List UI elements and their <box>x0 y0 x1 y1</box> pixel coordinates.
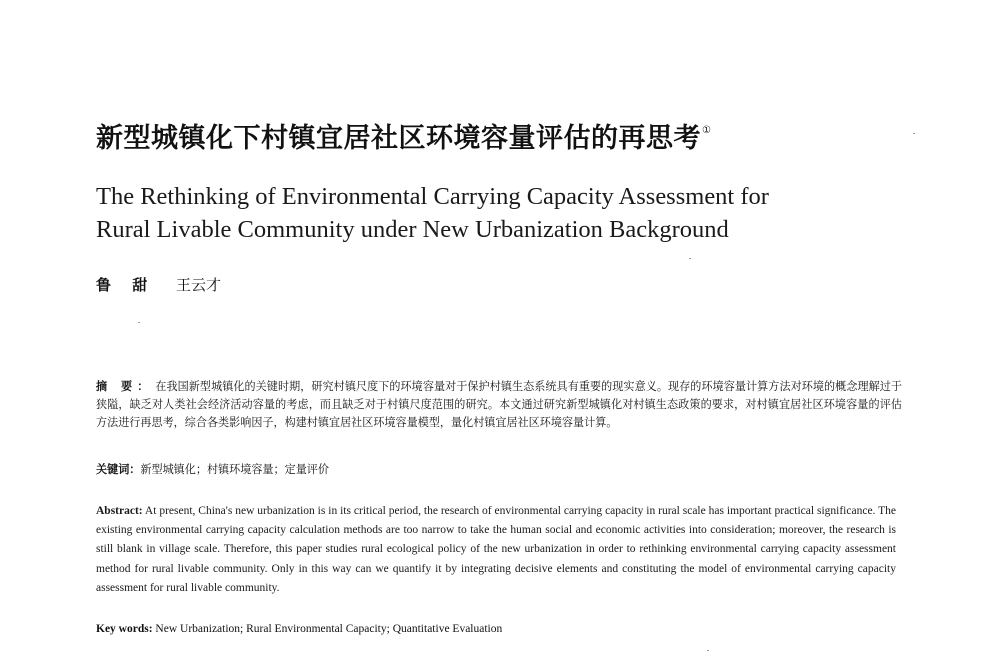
author-name: 鲁 甜 <box>96 276 156 294</box>
english-title <box>96 180 916 246</box>
chinese-keywords-text: 新型城镇化；村镇环境容量；定量评价 <box>140 463 329 476</box>
english-title-line-2: Rural Livable Community under New Urbanization Background <box>96 216 729 243</box>
author-list <box>96 274 237 295</box>
scan-speck <box>913 133 915 134</box>
english-keywords-text: New Urbanization; Rural Environmental Capacity; Quantitative Evaluation <box>155 623 503 635</box>
chinese-abstract-text: 在我国新型城镇化的关键时期，研究村镇尺度下的环境容量对于保护村镇生态系统具有重要的现实意义。现存的环境容量计算方法对环境的概念理解过于狭隘，缺乏对人类社会经济活动容量的考虑，而且缺乏对于村镇尺度范围的研究。本文通过研究新型城镇化对村镇生态政策的要求，对村镇宜居社区环境容量的评估方法进行再思考，综合各类影响因子，构建村镇宜居社区环境容量模型，量化村镇宜居社区环境容量计算。 <box>96 380 902 429</box>
english-abstract-text: At present, China's new urbanization is in its critical period, the research of environmental carrying capacity in rural scale has important practical significance. The existing environmental carrying capacity calculation methods are too narrow to take the human social and economic activities into consideration; moreover, the research is still blank in village scale. Therefore, this paper studies rural ecological policy of the new urbanization in order to rethinking environmental carrying capacity assessment method for rural livable community. Only in this way can we quantify it by integrating decisive elements and constituting the model of environmental carrying capacity assessment for rural livable community. <box>96 505 896 594</box>
chinese-keywords <box>96 461 329 477</box>
chinese-title-text: 新型城镇化下村镇宜居社区环境容量评估的再思考 <box>96 123 701 154</box>
scan-speck <box>689 258 691 259</box>
chinese-abstract-label: 摘 要： <box>96 380 154 393</box>
scan-speck <box>138 322 140 323</box>
english-keywords-label: Key words: <box>96 623 153 635</box>
scan-speck <box>707 650 709 651</box>
english-abstract-label: Abstract: <box>96 505 143 517</box>
footnote-marker: ① <box>702 125 712 136</box>
chinese-keywords-label: 关键词： <box>96 463 141 476</box>
chinese-title <box>96 116 711 155</box>
author-name: 王云才 <box>176 276 222 294</box>
chinese-abstract <box>96 378 902 432</box>
english-title-line-1: The Rethinking of Environmental Carrying Capacity Assessment for <box>96 183 769 210</box>
english-keywords <box>96 623 502 635</box>
english-abstract <box>96 502 896 598</box>
